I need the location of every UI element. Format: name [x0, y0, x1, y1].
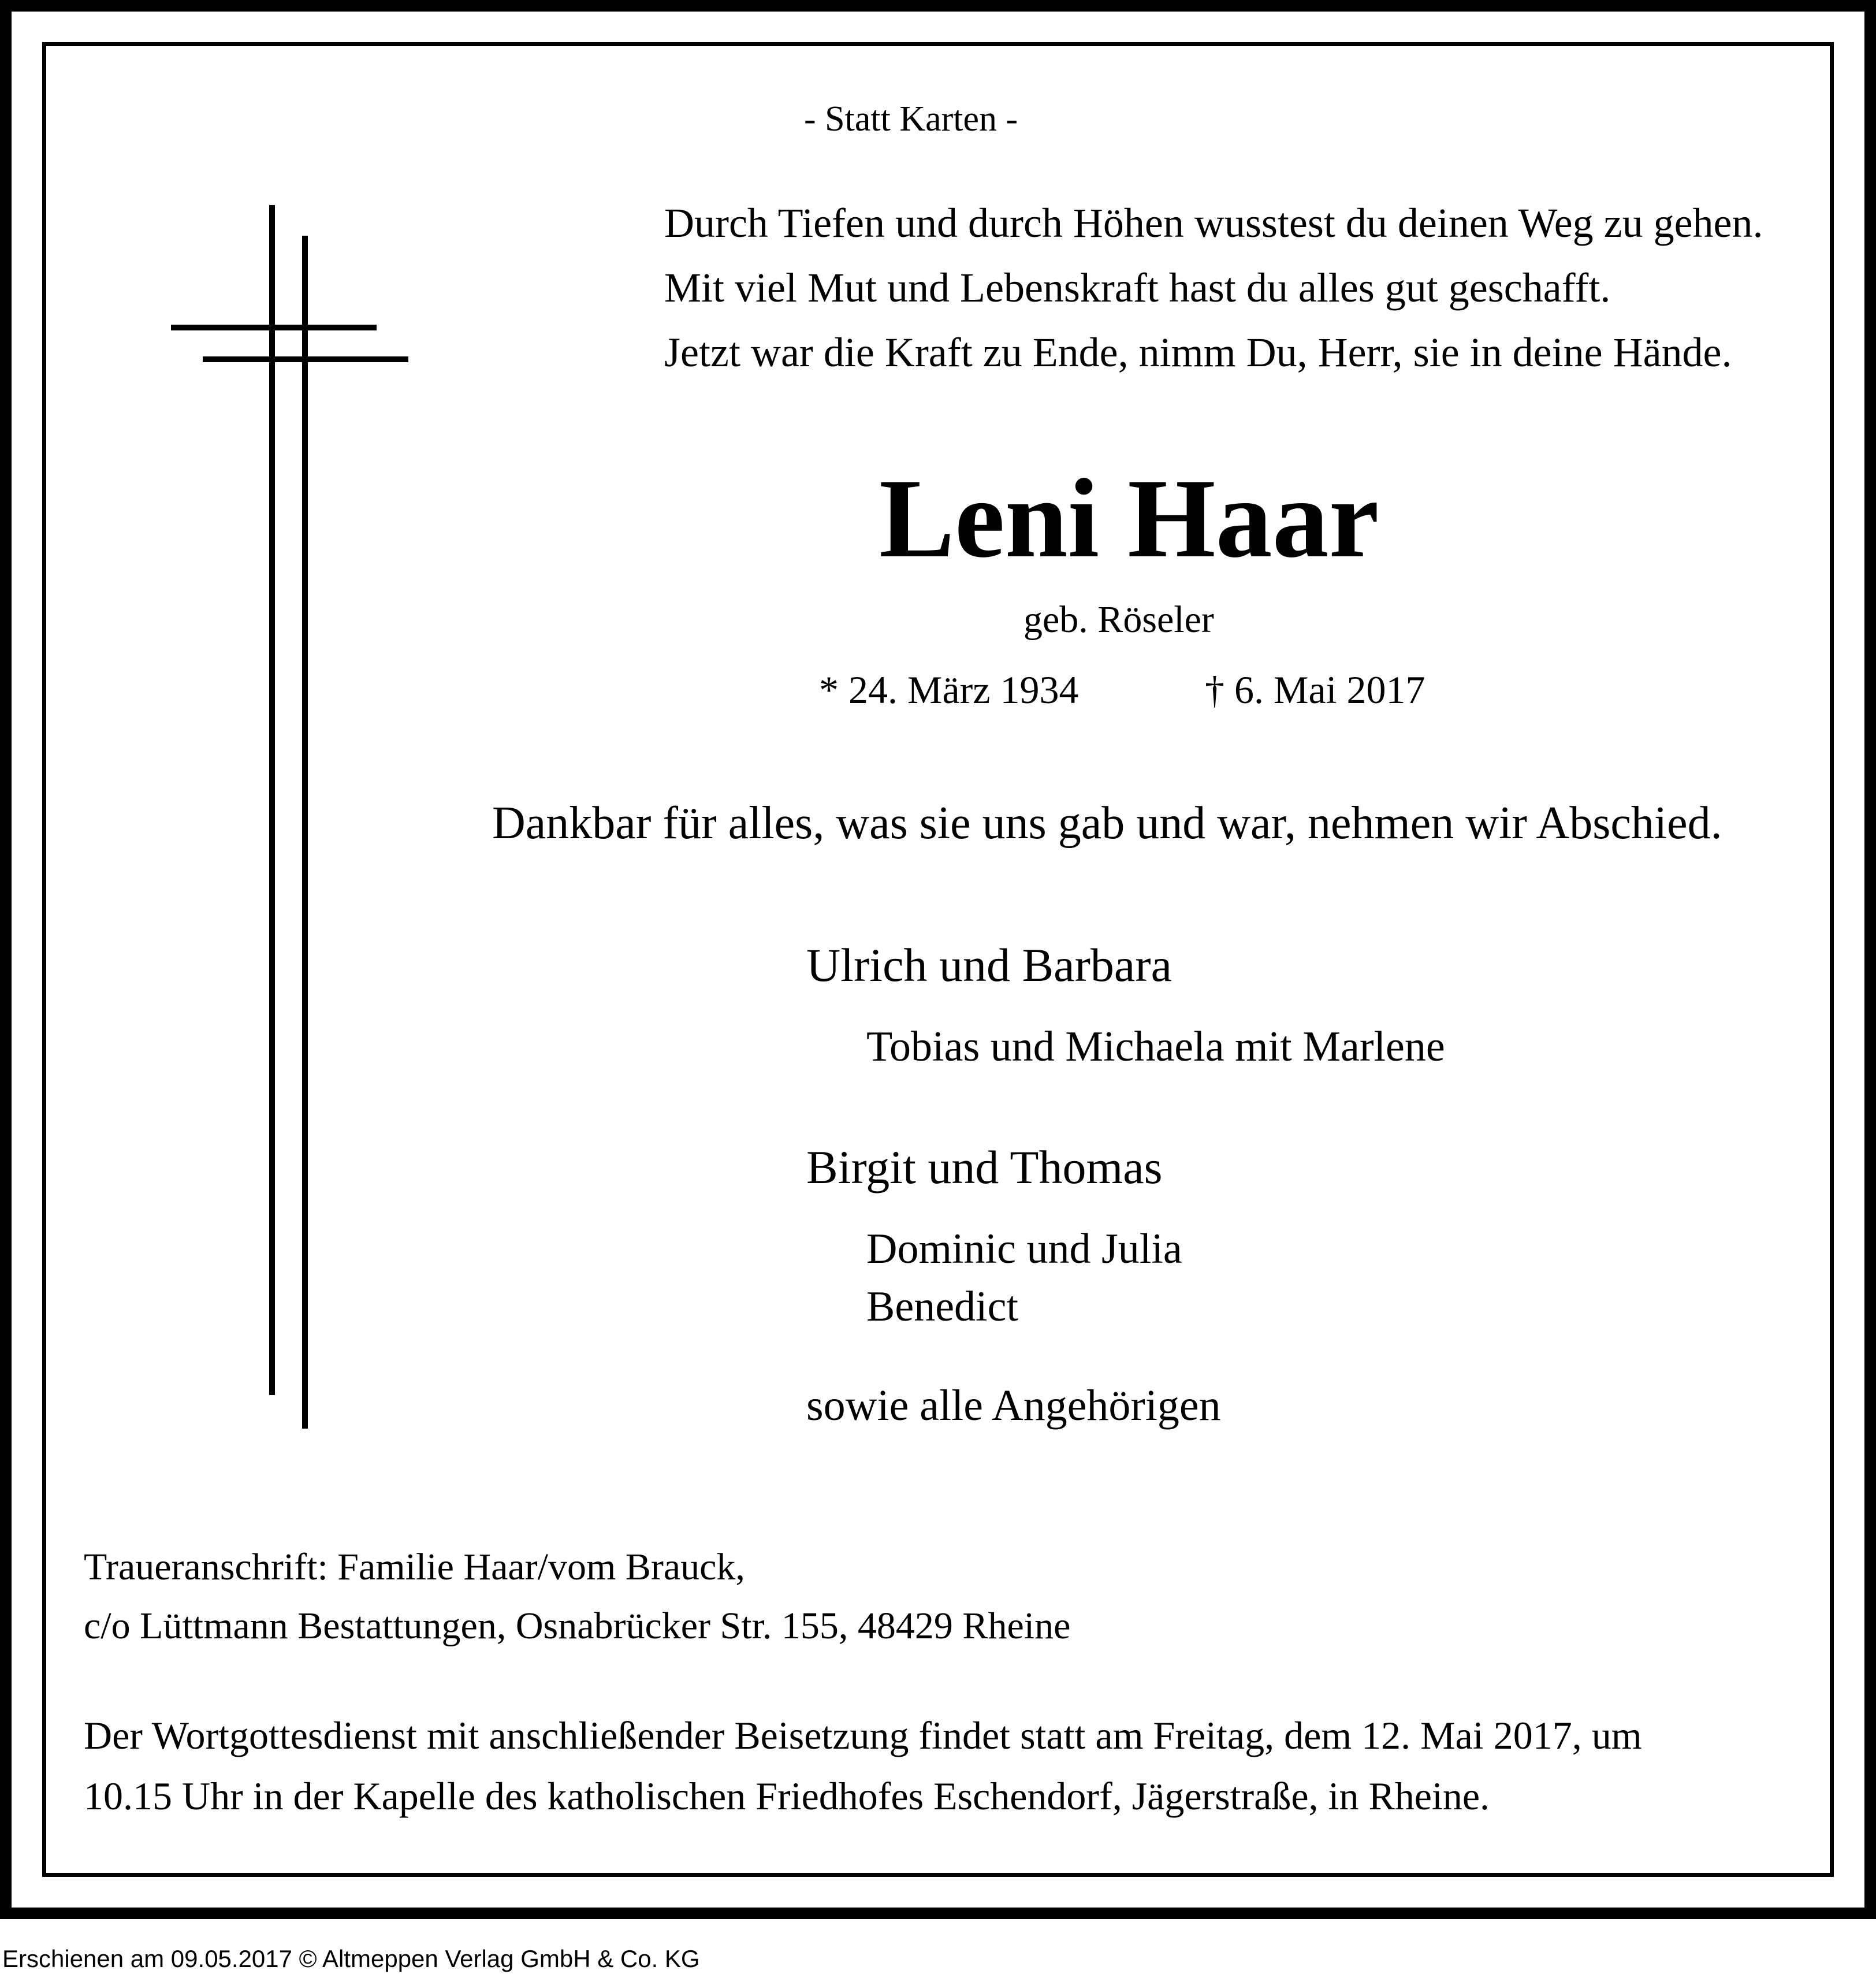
mourner-family-2-children-1: Dominic und Julia [866, 1225, 1182, 1273]
address-line-2: c/o Lüttmann Bestattungen, Osnabrücker Str. 155, 48429 Rheine [84, 1605, 1071, 1647]
mourner-relatives: sowie alle Angehörigen [806, 1381, 1221, 1430]
service-line-1: Der Wortgottesdienst mit anschließender Beisetzung findet statt am Freitag, dem 12. Mai 2017, um [84, 1713, 1642, 1757]
mourner-family-1-children: Tobias und Michaela mit Marlene [866, 1023, 1445, 1070]
publication-credit: Erschienen am 09.05.2017 © Altmeppen Verlag GmbH & Co. KG [2, 1945, 700, 1972]
verse-line-1: Durch Tiefen und durch Höhen wusstest du deinen Weg zu gehen. [664, 200, 1763, 246]
mourner-family-1: Ulrich und Barbara [806, 939, 1172, 991]
mourner-family-2-children-2: Benedict [866, 1283, 1019, 1330]
verse-line-2: Mit viel Mut und Lebenskraft hast du alles gut geschafft. [664, 265, 1611, 311]
deceased-name: Leni Haar [879, 456, 1379, 581]
birth-date: * 24. März 1934 [819, 668, 1079, 712]
farewell-line: Dankbar für alles, was sie uns gab und war, nehmen wir Abschied. [492, 798, 1722, 849]
mourner-family-2: Birgit und Thomas [806, 1141, 1163, 1194]
notice-header: - Statt Karten - [804, 99, 1018, 139]
maiden-name: geb. Röseler [1023, 598, 1214, 641]
verse-line-3: Jetzt war die Kraft zu Ende, nimm Du, Herr, sie in deine Hände. [664, 329, 1732, 375]
service-line-2: 10.15 Uhr in der Kapelle des katholischen Friedhofes Eschendorf, Jägerstraße, in Rheine. [84, 1774, 1490, 1818]
address-line-1: Traueranschrift: Familie Haar/vom Brauck, [84, 1546, 745, 1588]
death-date: † 6. Mai 2017 [1205, 668, 1425, 712]
